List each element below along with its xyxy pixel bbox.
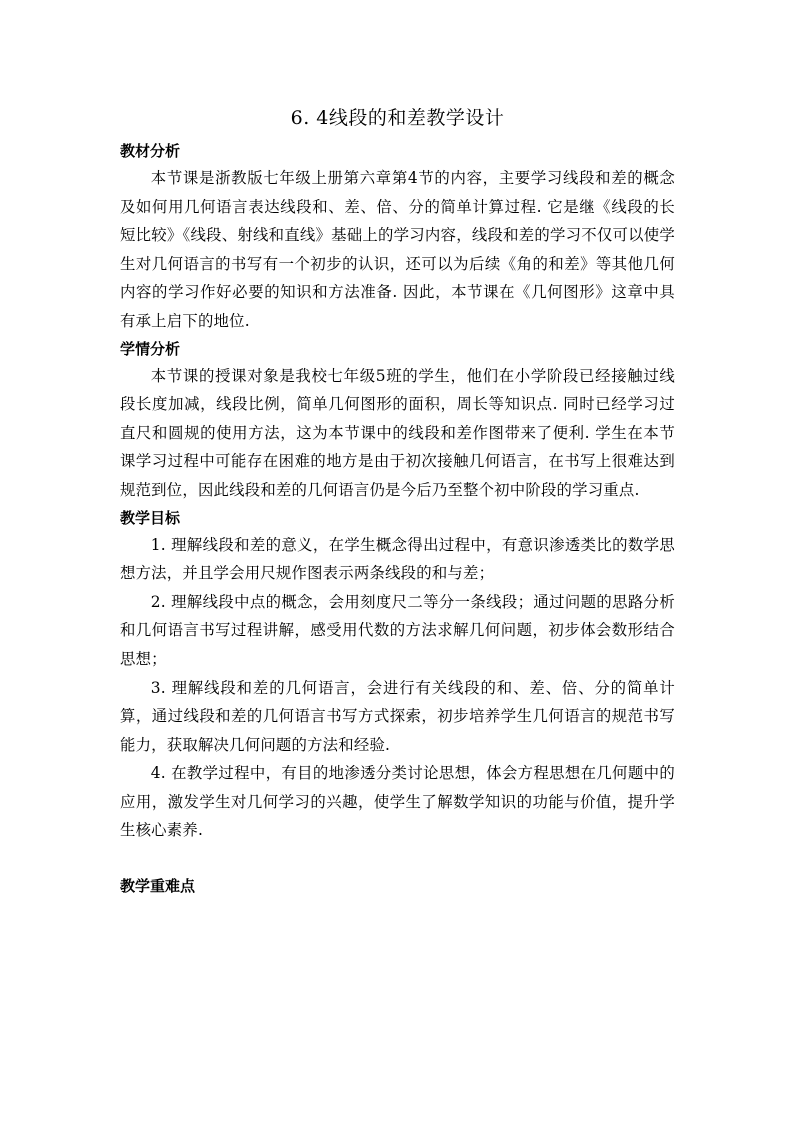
section-heading-teaching-objectives: 教学目标 <box>120 508 181 527</box>
document-title: 6. 4线段的和差教学设计 <box>290 107 505 129</box>
paragraph-student-analysis: 本节课的授课对象是我校七年级5班的学生，他们在小学阶段已经接触过线段长度加减，线段比例，简单几何图形的面积，周长等知识点. 同时已经学习过直尺和圆规的使用方法，这为本节课中的线段和差作图带来了便利. 学生在本节课学习过程中可能存在困难的地方是由于初次接触几何语言，在书写上很难达到规范到位，因此线段和差的几何语言仍是今后乃至整个初中阶段的学习重点. <box>120 366 675 499</box>
objective-item-1: 1. 理解线段和差的意义，在学生概念得出过程中，有意识渗透类比的数学思想方法，并且学会用尺规作图表示两条线段的和与差； <box>120 535 675 583</box>
objective-item-4: 4. 在教学过程中，有目的地渗透分类讨论思想，体会方程思想在几何题中的应用，激发学生对几何学习的兴趣，使学生了解数学知识的功能与价值，提升学生核心素养. <box>120 764 675 840</box>
section-heading-textbook-analysis: 教材分析 <box>120 142 181 160</box>
section-heading-key-difficulties: 教学重难点 <box>120 877 196 896</box>
objective-item-2: 2. 理解线段中点的概念，会用刻度尺二等分一条线段；通过问题的思路分析和几何语言书写过程讲解，感受用代数的方法求解几何问题，初步体会数形结合思想； <box>120 592 675 668</box>
section-heading-student-analysis: 学情分析 <box>120 339 181 358</box>
section-spacer <box>120 845 675 873</box>
document-content <box>120 104 675 899</box>
paragraph-textbook-analysis: 本节课是浙教版七年级上册第六章第4节的内容，主要学习线段和差的概念及如何用几何语言表达线段和、差、倍、分的简单计算过程. 它是继《线段的长短比较》《线段、射线和直线》基础上的学习内容，线段和差的学习不仅可以使学生对几何语言的书写有一个初步的认识，还可以为后续《角的和差》等其他几何内容的学习作好必要的知识和方法准备. 因此，本节课在《几何图形》这章中具有承上启下的地位. <box>120 169 675 330</box>
objective-item-3: 3. 理解线段和差的几何语言，会进行有关线段的和、差、倍、分的简单计算，通过线段和差的几何语言书写方式探索，初步培养学生几何语言的规范书写能力，获取解决几何问题的方法和经验. <box>120 678 675 754</box>
